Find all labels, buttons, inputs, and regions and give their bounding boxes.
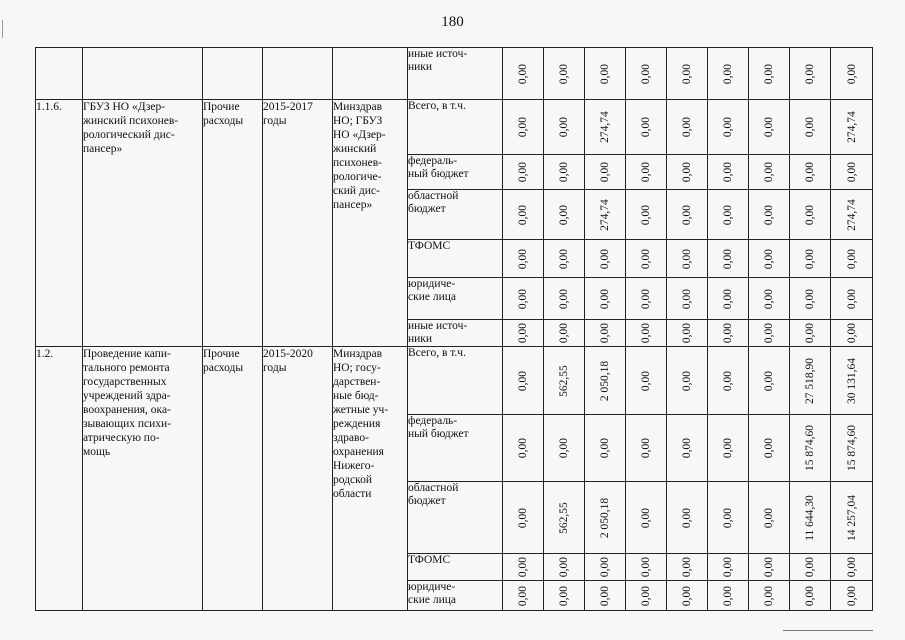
amount-cell [831, 581, 873, 611]
amount-cell [708, 48, 749, 100]
amount-value: 0,00 [845, 288, 858, 309]
amount-cell [831, 320, 873, 347]
amount-cell [790, 48, 831, 100]
amount-value: 0,00 [640, 585, 652, 606]
row-code: 1.2. [36, 347, 83, 611]
funding-source: федераль- ный бюджет [408, 415, 503, 482]
amount-cell [831, 482, 873, 554]
amount-cell [585, 278, 626, 320]
amount-value: 0,00 [517, 248, 529, 269]
amount-value: 0,00 [599, 585, 611, 606]
funding-source: иные источ- ники [408, 320, 503, 347]
row-code [36, 48, 83, 100]
amount-value: 15 874,60 [845, 425, 858, 471]
amount-value: 0,00 [804, 161, 816, 183]
amount-value: 0,00 [517, 370, 529, 391]
amount-cell [667, 240, 708, 278]
amount-cell [544, 482, 585, 554]
amount-value: 0,00 [845, 161, 858, 183]
amount-cell [749, 581, 790, 611]
funding-source: областной бюджет [408, 482, 503, 554]
amount-value: 0,00 [763, 63, 775, 84]
amount-cell [503, 240, 544, 278]
page-number: 180 [441, 14, 464, 30]
amount-cell [708, 347, 749, 415]
amount-cell [708, 100, 749, 155]
amount-cell [708, 482, 749, 554]
amount-cell [626, 190, 667, 240]
amount-value: 0,00 [640, 63, 652, 84]
row-name: Проведение капи- тального ремонта государственных учреждений здра- воохранения, ока- зывающих психи- атрическую по- мощь [83, 347, 203, 611]
amount-value: 0,00 [722, 437, 734, 459]
amount-value: 0,00 [804, 248, 816, 269]
table-body [36, 48, 873, 611]
amount-cell [626, 581, 667, 611]
amount-cell [544, 581, 585, 611]
period-years: 2015-2017 годы [263, 100, 333, 347]
amount-cell [667, 190, 708, 240]
funding-source: ТФОМС [408, 240, 503, 278]
amount-value: 0,00 [517, 204, 529, 225]
amount-cell [626, 240, 667, 278]
amount-cell [749, 347, 790, 415]
amount-cell [626, 347, 667, 415]
amount-cell [626, 415, 667, 482]
amount-value: 0,00 [558, 288, 570, 309]
amount-value: 0,00 [599, 161, 611, 183]
amount-value: 0,00 [763, 204, 775, 225]
amount-value: 14 257,04 [845, 494, 858, 541]
amount-value: 0,00 [517, 288, 529, 309]
amount-value: 274,74 [845, 111, 858, 143]
amount-cell [626, 482, 667, 554]
amount-value: 0,00 [517, 437, 529, 459]
amount-value: 0,00 [722, 288, 734, 309]
amount-cell [790, 320, 831, 347]
amount-value: 0,00 [599, 63, 611, 84]
funding-source: иные источ- ники [408, 48, 503, 100]
funding-source: юридиче- ские лица [408, 278, 503, 320]
amount-cell [667, 100, 708, 155]
amount-value: 0,00 [722, 116, 734, 138]
amount-cell [667, 347, 708, 415]
amount-cell [708, 155, 749, 190]
amount-value: 0,00 [640, 248, 652, 269]
period-years [263, 48, 333, 100]
amount-value: 0,00 [722, 248, 734, 269]
amount-value: 0,00 [640, 204, 652, 225]
amount-cell [585, 240, 626, 278]
table-row [36, 100, 873, 155]
amount-cell [667, 482, 708, 554]
amount-cell [544, 100, 585, 155]
amount-value: 2 050,18 [599, 360, 611, 401]
amount-cell [544, 155, 585, 190]
amount-cell [667, 581, 708, 611]
amount-value: 0,00 [681, 288, 693, 309]
amount-value: 0,00 [722, 63, 734, 84]
amount-cell [544, 190, 585, 240]
amount-value: 0,00 [681, 161, 693, 183]
amount-value: 0,00 [845, 248, 858, 269]
amount-cell [667, 554, 708, 581]
amount-cell [790, 581, 831, 611]
amount-cell [503, 320, 544, 347]
amount-cell [831, 155, 873, 190]
amount-value: 0,00 [681, 507, 693, 528]
amount-cell [667, 278, 708, 320]
amount-cell [503, 482, 544, 554]
amount-value: 0,00 [722, 204, 734, 225]
amount-cell [708, 554, 749, 581]
amount-cell [749, 240, 790, 278]
amount-cell [544, 278, 585, 320]
amount-cell [831, 48, 873, 100]
amount-value: 0,00 [640, 556, 652, 578]
amount-value: 0,00 [763, 437, 775, 459]
amount-cell [585, 482, 626, 554]
amount-value: 0,00 [517, 507, 529, 528]
amount-cell [544, 320, 585, 347]
amount-value: 0,00 [722, 556, 734, 578]
amount-value: 0,00 [804, 556, 816, 578]
amount-value: 0,00 [558, 204, 570, 225]
amount-value: 2 050,18 [599, 497, 611, 538]
executors: Минздрав НО; ГБУЗ НО «Дзер- жинский психонев- рологиче- ский дис- пансер» [333, 100, 408, 347]
amount-value: 0,00 [681, 322, 693, 344]
table-row [36, 48, 873, 100]
amount-value: 0,00 [640, 288, 652, 309]
amount-cell [708, 415, 749, 482]
amount-cell [585, 155, 626, 190]
amount-cell [790, 100, 831, 155]
amount-value: 0,00 [640, 161, 652, 183]
amount-cell [544, 554, 585, 581]
amount-cell [585, 48, 626, 100]
funding-source: Всего, в т.ч. [408, 100, 503, 155]
amount-value: 0,00 [517, 556, 529, 578]
amount-value: 0,00 [763, 288, 775, 309]
amount-cell [708, 320, 749, 347]
amount-value: 0,00 [763, 116, 775, 138]
amount-value: 0,00 [640, 437, 652, 459]
amount-cell [790, 240, 831, 278]
amount-cell [585, 320, 626, 347]
amount-value: 0,00 [763, 322, 775, 344]
amount-value: 0,00 [763, 507, 775, 528]
amount-value: 0,00 [681, 370, 693, 391]
amount-cell [585, 100, 626, 155]
funding-source: областной бюджет [408, 190, 503, 240]
row-name: ГБУЗ НО «Дзер- жинский психонев- рологический дис- пансер» [83, 100, 203, 347]
amount-value: 27 518,90 [804, 357, 816, 404]
executors: Минздрав НО; госу- дарствен- ные бюд- жетные уч- реждения здраво- охранения Нижего- родской области [333, 347, 408, 611]
amount-cell [544, 48, 585, 100]
table-row [36, 347, 873, 415]
amount-cell [790, 347, 831, 415]
amount-value: 0,00 [763, 556, 775, 578]
amount-value: 0,00 [804, 204, 816, 225]
funding-source: юридиче- ские лица [408, 581, 503, 611]
amount-cell [708, 240, 749, 278]
amount-value: 274,74 [599, 111, 611, 143]
amount-cell [585, 415, 626, 482]
budget-table [35, 47, 873, 611]
amount-value: 0,00 [558, 437, 570, 459]
amount-cell [544, 347, 585, 415]
amount-value: 0,00 [558, 63, 570, 84]
footer-rule [783, 630, 873, 631]
amount-cell [667, 320, 708, 347]
amount-value: 0,00 [640, 322, 652, 344]
period-years: 2015-2020 годы [263, 347, 333, 611]
amount-value: 0,00 [804, 288, 816, 309]
amount-cell [749, 554, 790, 581]
amount-cell [626, 320, 667, 347]
amount-cell [503, 155, 544, 190]
amount-cell [831, 100, 873, 155]
amount-cell [749, 100, 790, 155]
amount-value: 0,00 [558, 116, 570, 138]
amount-cell [544, 415, 585, 482]
amount-value: 562,55 [558, 364, 570, 397]
amount-value: 0,00 [517, 161, 529, 183]
amount-cell [626, 278, 667, 320]
amount-value: 0,00 [640, 507, 652, 528]
amount-value: 0,00 [763, 161, 775, 183]
amount-cell [749, 320, 790, 347]
amount-cell [667, 48, 708, 100]
amount-value: 0,00 [845, 63, 858, 84]
amount-cell [503, 347, 544, 415]
amount-cell [790, 415, 831, 482]
amount-cell [667, 415, 708, 482]
amount-value: 0,00 [681, 63, 693, 84]
amount-cell [503, 581, 544, 611]
amount-value: 0,00 [599, 248, 611, 269]
amount-cell [831, 347, 873, 415]
amount-value: 0,00 [517, 116, 529, 138]
amount-value: 0,00 [599, 556, 611, 578]
amount-value: 0,00 [558, 556, 570, 578]
amount-value: 0,00 [681, 437, 693, 459]
amount-value: 0,00 [681, 204, 693, 225]
amount-cell [831, 415, 873, 482]
amount-value: 0,00 [681, 585, 693, 606]
amount-cell [585, 190, 626, 240]
amount-cell [585, 581, 626, 611]
amount-value: 0,00 [845, 585, 858, 606]
amount-cell [790, 278, 831, 320]
amount-cell [667, 155, 708, 190]
amount-cell [585, 554, 626, 581]
amount-cell [626, 554, 667, 581]
amount-cell [749, 278, 790, 320]
executors [333, 48, 408, 100]
amount-cell [831, 190, 873, 240]
amount-value: 562,55 [558, 501, 570, 534]
amount-cell [749, 190, 790, 240]
amount-cell [626, 155, 667, 190]
amount-value: 274,74 [845, 198, 858, 231]
amount-value: 11 644,30 [804, 494, 816, 541]
amount-value: 0,00 [804, 322, 816, 344]
row-code: 1.1.6. [36, 100, 83, 347]
amount-value: 0,00 [845, 556, 858, 578]
amount-cell [749, 48, 790, 100]
amount-value: 0,00 [763, 585, 775, 606]
amount-cell [708, 278, 749, 320]
amount-cell [831, 278, 873, 320]
amount-value: 0,00 [558, 248, 570, 269]
amount-value: 0,00 [763, 248, 775, 269]
amount-value: 0,00 [722, 161, 734, 183]
amount-value: 0,00 [681, 556, 693, 578]
amount-value: 0,00 [558, 322, 570, 344]
amount-value: 0,00 [845, 322, 858, 344]
amount-cell [503, 48, 544, 100]
amount-value: 274,74 [599, 198, 611, 231]
amount-cell [790, 155, 831, 190]
amount-cell [790, 482, 831, 554]
amount-value: 0,00 [804, 116, 816, 138]
expense-kind: Прочие расходы [203, 347, 263, 611]
amount-value: 0,00 [722, 507, 734, 528]
amount-value: 0,00 [517, 63, 529, 84]
amount-value: 0,00 [640, 370, 652, 391]
amount-cell [503, 554, 544, 581]
amount-value: 0,00 [722, 322, 734, 344]
amount-cell [790, 190, 831, 240]
row-name [83, 48, 203, 100]
amount-value: 0,00 [763, 370, 775, 391]
amount-value: 0,00 [599, 288, 611, 309]
funding-source: федераль- ный бюджет [408, 155, 503, 190]
amount-value: 0,00 [681, 248, 693, 269]
amount-value: 0,00 [722, 370, 734, 391]
amount-cell [749, 155, 790, 190]
amount-cell [831, 240, 873, 278]
amount-value: 0,00 [517, 322, 529, 344]
funding-source: Всего, в т.ч. [408, 347, 503, 415]
amount-cell [503, 278, 544, 320]
amount-cell [503, 190, 544, 240]
amount-value: 15 874,60 [804, 425, 816, 471]
expense-kind [203, 48, 263, 100]
amount-value: 0,00 [558, 161, 570, 183]
amount-value: 0,00 [599, 322, 611, 344]
amount-cell [749, 415, 790, 482]
amount-value: 0,00 [804, 585, 816, 606]
amount-value: 30 131,64 [845, 357, 858, 404]
funding-source: ТФОМС [408, 554, 503, 581]
amount-value: 0,00 [640, 116, 652, 138]
amount-cell [626, 48, 667, 100]
amount-value: 0,00 [558, 585, 570, 606]
amount-cell [749, 482, 790, 554]
amount-value: 0,00 [517, 585, 529, 606]
amount-cell [503, 100, 544, 155]
amount-cell [790, 554, 831, 581]
amount-value: 0,00 [722, 585, 734, 606]
amount-cell [708, 581, 749, 611]
amount-value: 0,00 [599, 437, 611, 459]
amount-cell [831, 554, 873, 581]
amount-cell [544, 240, 585, 278]
amount-value: 0,00 [804, 63, 816, 84]
amount-cell [503, 415, 544, 482]
amount-cell [626, 100, 667, 155]
amount-cell [585, 347, 626, 415]
amount-value: 0,00 [681, 116, 693, 138]
expense-kind: Прочие расходы [203, 100, 263, 347]
amount-cell [708, 190, 749, 240]
